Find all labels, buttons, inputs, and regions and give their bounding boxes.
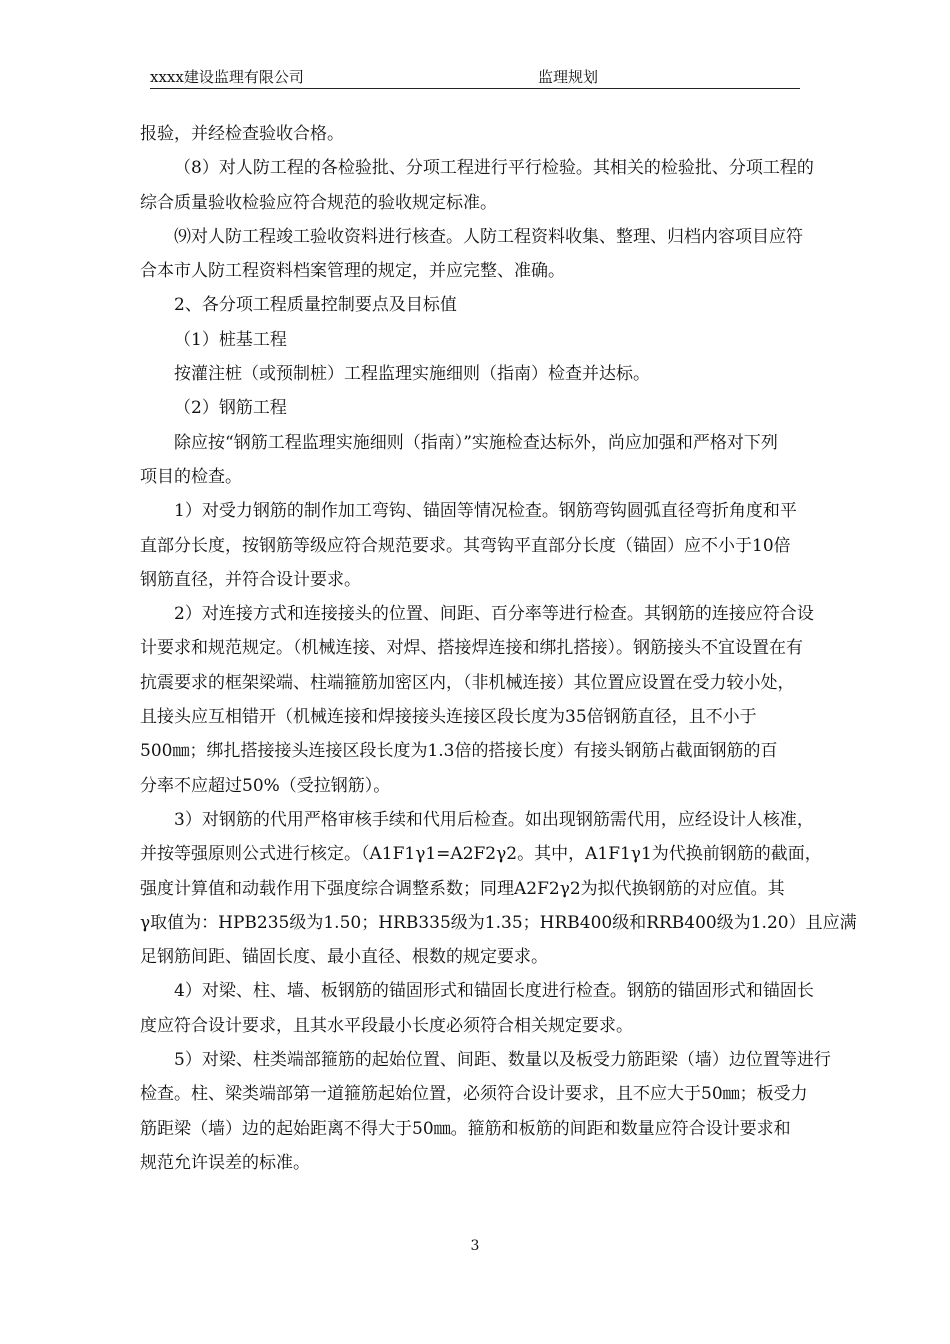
page-number: 3 <box>470 1238 480 1254</box>
text-line: 抗震要求的框架梁端、柱端箍筋加密区内，（非机械连接）其位置应设置在受力较小处， <box>140 672 795 693</box>
text-line: 按灌注桩（或预制桩）工程监理实施细则（指南）检查并达标。 <box>174 364 650 385</box>
text-line: 钢筋直径，并符合设计要求。 <box>140 569 361 590</box>
text-line: 且接头应互相错开（机械连接和焊接接头连接区段长度为35倍钢筋直径，且不小于 <box>140 707 757 728</box>
text-line: 除应按“钢筋工程监理实施细则（指南）”实施检查达标外，尚应加强和严格对下列 <box>174 432 778 453</box>
text-line: 计要求和规范规定。（机械连接、对焊、搭接焊连接和绑扎搭接）。钢筋接头不宜设置在有 <box>140 638 803 659</box>
text-line: 2、各分项工程质量控制要点及目标值 <box>174 295 457 316</box>
text-line: （1）桩基工程 <box>174 329 287 350</box>
body-text <box>140 117 860 1180</box>
text-line: 度应符合设计要求，且其水平段最小长度必须符合相关规定要求。 <box>140 1015 633 1036</box>
text-line: 500㎜；绑扎搭接接头连接区段长度为1.3倍的搭接长度）有接头钢筋占截面钢筋的百 <box>140 741 778 762</box>
text-line: 分率不应超过50%（受拉钢筋）。 <box>140 775 391 796</box>
text-line: 筋距梁（墙）边的起始距离不得大于50㎜。箍筋和板筋的间距和数量应符合设计要求和 <box>140 1118 791 1139</box>
text-line: 4）对梁、柱、墙、板钢筋的锚固形式和锚固长度进行检查。钢筋的锚固形式和锚固长 <box>174 981 814 1002</box>
text-line: 1）对受力钢筋的制作加工弯钩、锚固等情况检查。钢筋弯钩圆弧直径弯折角度和平 <box>174 501 797 522</box>
text-line: 规范允许误差的标准。 <box>140 1152 310 1173</box>
text-line: 综合质量验收检验应符合规范的验收规定标准。 <box>140 192 497 213</box>
text-line: 2）对连接方式和连接接头的位置、间距、百分率等进行检查。其钢筋的连接应符合设 <box>174 604 814 625</box>
text-line: 合本市人防工程资料档案管理的规定，并应完整、准确。 <box>140 261 565 282</box>
text-line: 3）对钢筋的代用严格审核手续和代用后检查。如出现钢筋需代用，应经设计人核准， <box>174 809 814 830</box>
document-title: 监理规划 <box>538 68 599 86</box>
text-line: 直部分长度，按钢筋等级应符合规范要求。其弯钩平直部分长度（锚固）应不小于10倍 <box>140 535 791 556</box>
text-line: 足钢筋间距、锚固长度、最小直径、根数的规定要求。 <box>140 947 548 968</box>
text-line: 强度计算值和动载作用下强度综合调整系数；同理A2F2γ2为拟代换钢筋的对应值。其 <box>140 878 785 899</box>
company-name: xxxx建设监理有限公司 <box>150 68 304 86</box>
page-header <box>150 66 800 89</box>
text-line: γ取值为：HPB235级为1.50；HRB335级为1.35；HRB400级和RRB400级为1.20）且应满 <box>140 912 857 933</box>
text-line: ⑼对人防工程竣工验收资料进行核查。人防工程资料收集、整理、归档内容项目应符 <box>174 226 803 247</box>
text-line: 5）对梁、柱类端部箍筋的起始位置、间距、数量以及板受力筋距梁（墙）边位置等进行 <box>174 1050 831 1071</box>
text-line: 并按等强原则公式进行核定。（A1F1γ1=A2F2γ2。其中，A1F1γ1为代换前钢筋的截面， <box>140 844 822 865</box>
text-line: 报验，并经检查验收合格。 <box>140 124 344 144</box>
text-line: 项目的检查。 <box>140 466 242 487</box>
text-line: （8）对人防工程的各检验批、分项工程进行平行检验。其相关的检验批、分项工程的 <box>174 158 814 179</box>
text-line: （2）钢筋工程 <box>174 398 287 419</box>
text-line: 检查。柱、梁类端部第一道箍筋起始位置，必须符合设计要求，且不应大于50㎜；板受力 <box>140 1084 808 1105</box>
